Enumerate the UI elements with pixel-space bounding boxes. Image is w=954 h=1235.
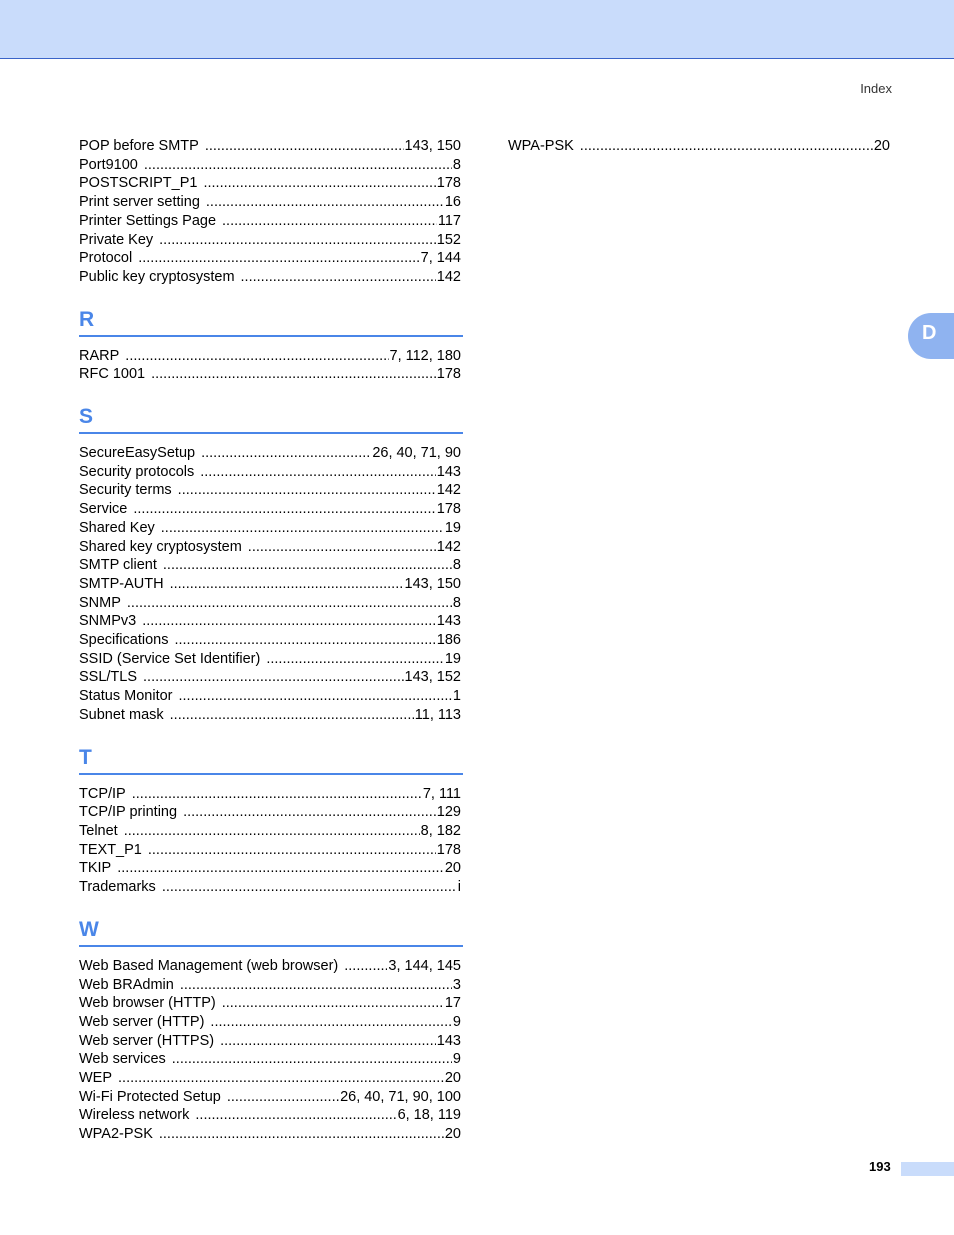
index-term: SNMP <box>79 594 121 611</box>
dot-leader <box>203 174 435 193</box>
index-page-refs: i <box>457 879 461 896</box>
index-page-refs: 143, 150 <box>404 575 461 592</box>
index-entry <box>79 268 463 287</box>
index-entry <box>79 463 463 482</box>
index-term: Trademarks <box>79 879 156 896</box>
index-entry <box>79 594 463 613</box>
dot-leader <box>124 822 420 841</box>
index-term: Wi-Fi Protected Setup <box>79 1088 221 1105</box>
index-entry <box>79 347 463 366</box>
index-entry <box>79 841 463 860</box>
index-page-refs: 143 <box>436 1032 461 1049</box>
index-page-refs: 142 <box>436 538 461 555</box>
index-page-refs: 16 <box>444 194 461 211</box>
index-entry <box>79 957 463 976</box>
index-page-refs: 143, 152 <box>404 669 461 686</box>
index-entry <box>79 803 463 822</box>
index-entry <box>79 976 463 995</box>
index-entry <box>79 994 463 1013</box>
index-page-refs: 1 <box>452 688 461 705</box>
index-term: Public key cryptosystem <box>79 268 235 285</box>
section-heading <box>79 398 463 434</box>
index-term: TCP/IP printing <box>79 804 178 821</box>
index-entry <box>79 1125 463 1144</box>
index-page-refs: 3, 144, 145 <box>388 957 461 974</box>
index-term: Wireless network <box>79 1107 190 1124</box>
index-entry <box>79 212 463 231</box>
index-page-refs: 7, 111 <box>422 785 461 802</box>
section-letter: S <box>79 405 94 429</box>
index-entry <box>79 249 463 268</box>
dot-leader <box>142 612 436 631</box>
index-page-refs: 142 <box>436 482 461 499</box>
index-page-refs: 117 <box>437 212 461 229</box>
index-term: SMTP-AUTH <box>79 575 164 592</box>
index-page-refs: 20 <box>444 1070 461 1087</box>
dot-leader <box>206 193 444 212</box>
index-term: Protocol <box>79 250 133 267</box>
index-entry <box>79 174 463 193</box>
index-term: SSID (Service Set Identifier) <box>79 650 261 667</box>
index-term: RFC 1001 <box>79 366 146 383</box>
dot-leader <box>148 841 436 860</box>
index-page-refs: 143, 150 <box>404 138 461 154</box>
index-entry <box>79 365 463 384</box>
index-entry <box>79 687 463 706</box>
index-entry <box>79 156 463 175</box>
page-number: 193 <box>869 1159 891 1174</box>
index-page-refs: 178 <box>436 501 461 518</box>
index-term: Shared key cryptosystem <box>79 538 242 555</box>
index-column-right <box>508 137 892 156</box>
index-entry <box>79 1050 463 1069</box>
dot-leader <box>172 1050 452 1069</box>
index-page-refs: 3 <box>452 976 461 993</box>
index-page-refs: 7, 144 <box>420 250 461 267</box>
dot-leader <box>183 803 436 822</box>
dot-leader <box>201 444 371 463</box>
index-entry <box>79 859 463 878</box>
index-page-refs: 8 <box>452 156 461 173</box>
dot-leader <box>222 994 444 1013</box>
dot-leader <box>178 481 436 500</box>
dot-leader <box>248 538 436 557</box>
index-term: Web Based Management (web browser) <box>79 957 339 974</box>
dot-leader <box>174 631 435 650</box>
top-header-band <box>0 0 954 59</box>
index-term: Print server setting <box>79 194 200 211</box>
index-page-refs: 152 <box>436 231 461 248</box>
index-entry <box>79 668 463 687</box>
index-term: Subnet mask <box>79 706 164 723</box>
dot-leader <box>210 1013 452 1032</box>
dot-leader <box>241 268 436 287</box>
index-term: Web BRAdmin <box>79 976 174 993</box>
index-page-refs: 8 <box>452 594 461 611</box>
running-header-label: Index <box>860 81 892 96</box>
dot-leader <box>220 1032 436 1051</box>
index-entry <box>79 878 463 897</box>
index-entry <box>79 519 463 538</box>
index-term: TCP/IP <box>79 785 126 802</box>
dot-leader <box>118 1069 444 1088</box>
dot-leader <box>170 706 414 725</box>
index-entry <box>79 556 463 575</box>
index-page-refs: 11, 113 <box>414 706 461 723</box>
index-entry <box>79 612 463 631</box>
dot-leader <box>205 137 404 156</box>
index-term: Port9100 <box>79 156 138 173</box>
index-page-refs: 8 <box>452 557 461 574</box>
index-page-refs: 26, 40, 71, 90, 100 <box>340 1088 461 1105</box>
index-page-refs: 19 <box>444 519 461 536</box>
index-term: POSTSCRIPT_P1 <box>79 175 198 192</box>
index-page-refs: 19 <box>444 650 461 667</box>
index-entry <box>79 1013 463 1032</box>
index-page-refs: 178 <box>436 366 461 383</box>
dot-leader <box>144 156 452 175</box>
index-page-refs: 178 <box>436 175 461 192</box>
index-term: Web services <box>79 1051 166 1068</box>
dot-leader <box>162 878 457 897</box>
dot-leader <box>227 1088 339 1107</box>
section-letter: T <box>79 745 92 769</box>
index-term: Security terms <box>79 482 172 499</box>
index-entry <box>79 231 463 250</box>
index-entry <box>79 538 463 557</box>
chapter-tab-letter: D <box>922 322 937 344</box>
dot-leader <box>180 976 452 995</box>
dot-leader <box>151 365 436 384</box>
index-term: Telnet <box>79 822 118 839</box>
index-page-refs: 26, 40, 71, 90 <box>372 445 461 462</box>
section-heading <box>79 301 463 337</box>
index-page-refs: 9 <box>452 1013 461 1030</box>
chapter-tab <box>908 313 954 359</box>
index-term: WEP <box>79 1070 113 1087</box>
dot-leader <box>117 859 444 878</box>
index-entry <box>79 785 463 804</box>
index-page-refs: 9 <box>452 1051 461 1068</box>
index-page-refs: 129 <box>436 804 461 821</box>
page-number-bar <box>901 1162 954 1176</box>
index-term: Web server (HTTPS) <box>79 1032 215 1049</box>
index-page-refs: 178 <box>436 841 461 858</box>
index-column-left <box>79 137 463 1144</box>
index-entry <box>79 1088 463 1107</box>
index-term: Private Key <box>79 231 154 248</box>
index-term: WPA2-PSK <box>79 1126 153 1143</box>
index-entry <box>79 500 463 519</box>
index-term: Specifications <box>79 632 169 649</box>
dot-leader <box>222 212 437 231</box>
index-term: Web browser (HTTP) <box>79 995 216 1012</box>
index-page-refs: 186 <box>436 632 461 649</box>
index-page-refs: 20 <box>873 138 890 154</box>
index-term: SecureEasySetup <box>79 445 196 462</box>
index-page-refs: 143 <box>436 463 461 480</box>
index-entry <box>508 137 892 156</box>
index-term: Security protocols <box>79 463 195 480</box>
dot-leader <box>133 500 435 519</box>
index-page-refs: 142 <box>436 268 461 285</box>
index-page-refs: 6, 18, 119 <box>397 1107 461 1124</box>
dot-leader <box>170 575 404 594</box>
dot-leader <box>580 137 873 156</box>
dot-leader <box>138 249 419 268</box>
index-entry <box>79 137 463 156</box>
index-entry <box>79 575 463 594</box>
index-page-refs: 20 <box>444 1126 461 1143</box>
index-term: WPA-PSK <box>508 138 574 154</box>
index-term: SSL/TLS <box>79 669 138 686</box>
index-page-refs: 20 <box>444 860 461 877</box>
dot-leader <box>127 594 452 613</box>
index-entry <box>79 1106 463 1125</box>
index-entry <box>79 822 463 841</box>
section-heading <box>79 911 463 947</box>
dot-leader <box>200 463 436 482</box>
dot-leader <box>143 668 404 687</box>
dot-leader <box>195 1106 396 1125</box>
index-term: TKIP <box>79 860 112 877</box>
index-term: Status Monitor <box>79 688 173 705</box>
index-entry <box>79 706 463 725</box>
index-term: POP before SMTP <box>79 138 199 154</box>
dot-leader <box>132 785 422 804</box>
index-page-refs: 7, 112, 180 <box>389 347 461 364</box>
index-term: Shared Key <box>79 519 155 536</box>
dot-leader <box>125 347 388 366</box>
dot-leader <box>159 231 436 250</box>
dot-leader <box>344 957 387 976</box>
dot-leader <box>266 650 444 669</box>
index-page-refs: 17 <box>444 995 461 1012</box>
index-term: RARP <box>79 347 120 364</box>
section-letter: W <box>79 917 99 941</box>
index-entry <box>79 1032 463 1051</box>
index-term: Service <box>79 501 128 518</box>
index-term: Web server (HTTP) <box>79 1013 205 1030</box>
index-entry <box>79 650 463 669</box>
index-entry <box>79 1069 463 1088</box>
section-letter: R <box>79 307 95 331</box>
index-entry <box>79 631 463 650</box>
index-page-refs: 8, 182 <box>420 822 461 839</box>
index-page-refs: 143 <box>436 613 461 630</box>
index-entry <box>79 444 463 463</box>
dot-leader <box>163 556 452 575</box>
index-term: SMTP client <box>79 557 157 574</box>
dot-leader <box>179 687 452 706</box>
index-term: SNMPv3 <box>79 613 137 630</box>
index-entry <box>79 193 463 212</box>
section-heading <box>79 739 463 775</box>
index-term: Printer Settings Page <box>79 212 217 229</box>
index-term: TEXT_P1 <box>79 841 142 858</box>
index-entry <box>79 481 463 500</box>
dot-leader <box>161 519 444 538</box>
dot-leader <box>159 1125 444 1144</box>
